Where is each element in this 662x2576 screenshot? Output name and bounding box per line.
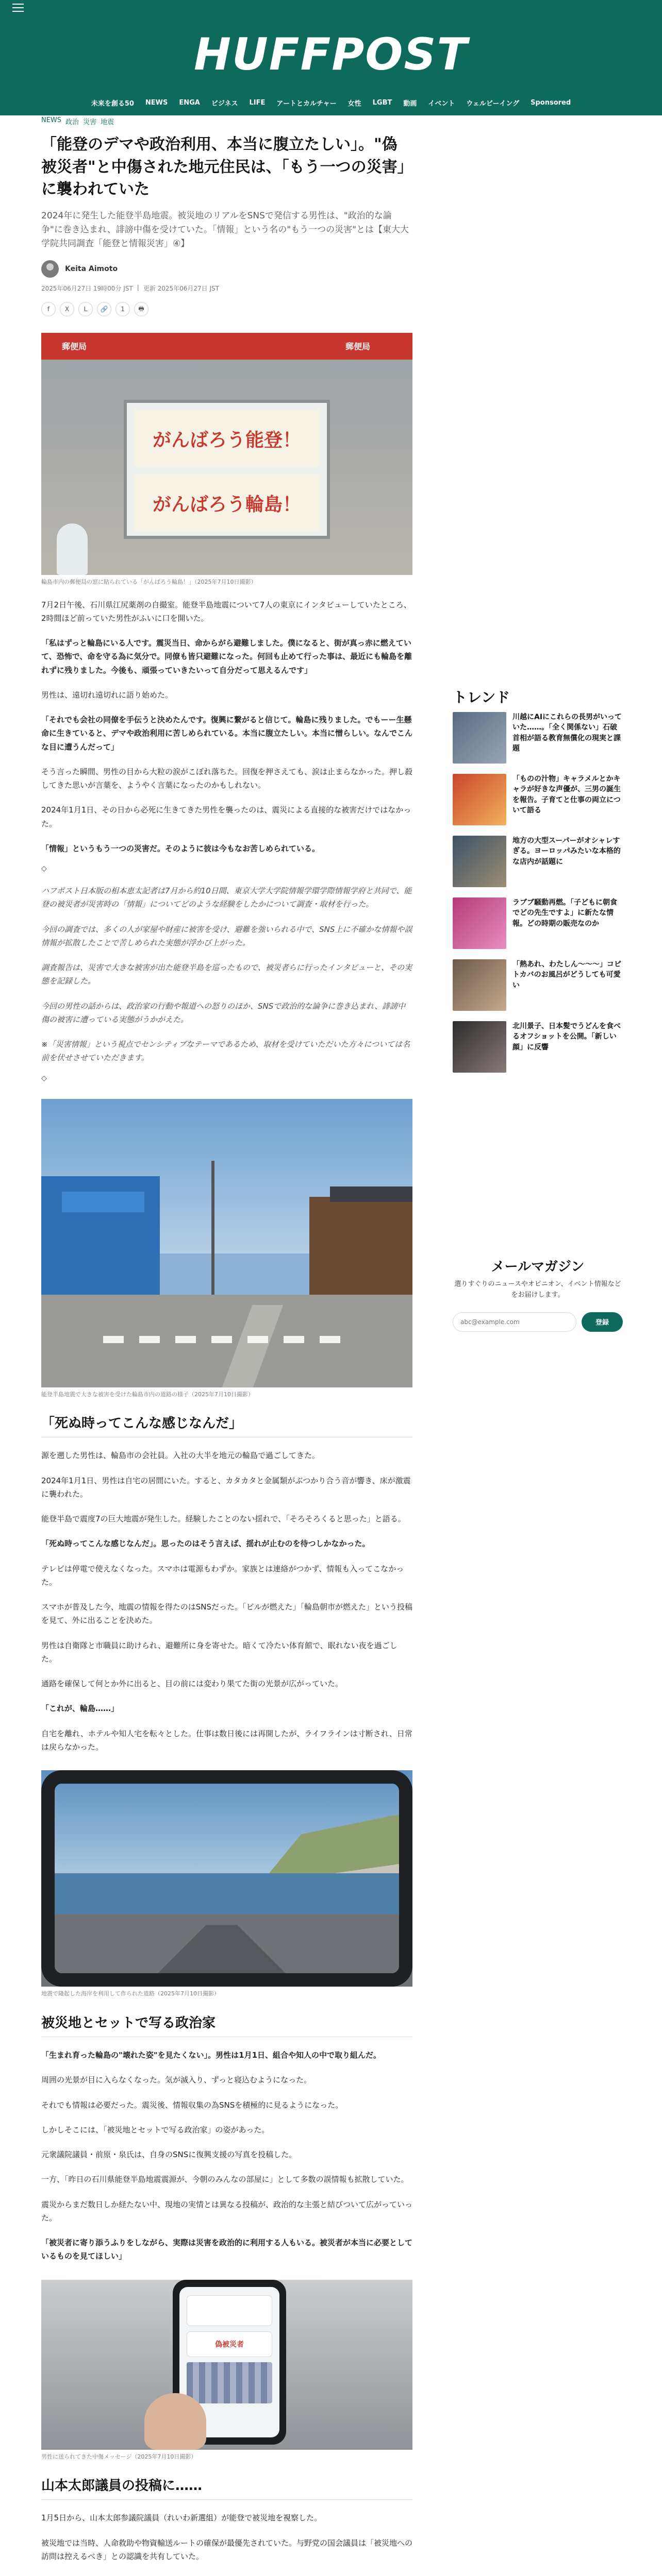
figure-post-office bbox=[41, 333, 412, 587]
article bbox=[41, 116, 412, 2576]
section-heading: 「死ぬ時ってこんな感じなんだ」 bbox=[41, 1414, 412, 1437]
trend-headline[interactable]: 川越にAIにこれらの長男がいっていた……。「全く関係ない」石破首相が語る教育無償化の現実と課題 bbox=[512, 713, 622, 753]
paragraph: 元衆議院議員・前原・泉氏は、自身のSNSに復興支援の写真を投稿した。 bbox=[41, 2150, 297, 2160]
line-icon[interactable]: L bbox=[78, 302, 93, 316]
trend-headline[interactable]: 地方の大型スーパーがオシャレすぎる。ヨーロッパみたいな本格的な店内が話題に bbox=[512, 837, 621, 866]
section-divider: ◇ bbox=[41, 865, 47, 873]
paragraph: 2024年1月1日、その日から必死に生きてきた男性を襲ったのは、震災による直接的な被害だけではなかった。 bbox=[41, 805, 411, 828]
nav-item[interactable]: アートとカルチャー bbox=[276, 99, 337, 108]
x-icon[interactable]: X bbox=[60, 302, 74, 316]
section-heading: 山本太郎議員の投稿に…… bbox=[41, 2477, 412, 2500]
link-icon[interactable]: 🔗 bbox=[97, 302, 111, 316]
sign-ganbaro-wajima: がんばろう輪島！ bbox=[134, 474, 320, 531]
coast-photo bbox=[41, 1770, 412, 1987]
paragraph: 「情報」というもう一つの災害だ。そのように彼は今もなお苦しめられている。 bbox=[41, 843, 320, 853]
trend-list bbox=[453, 712, 623, 1083]
figure-coast bbox=[41, 1770, 412, 1998]
paragraph: 今回の男性の話からは、政治家の行動や報道への怒りのほか、SNSで政治的な論争に巻き込まれ、誹謗中傷の被害に遭っている実態がうかがえた。 bbox=[41, 1001, 406, 1024]
main-nav bbox=[0, 95, 662, 110]
byline bbox=[41, 260, 412, 278]
trend-thumbnail[interactable] bbox=[453, 774, 506, 825]
post-office-sign: 郵便局 bbox=[62, 342, 87, 352]
figure-caption: 地震で隆起した海岸を利用して作られた道路（2025年7月10日撮影） bbox=[41, 1990, 220, 1997]
paragraph: 調査報告は、災害で大きな被害が出た能登半島を巡ったもので、被災者らに行ったインタビューと、その実態を記録した。 bbox=[41, 963, 412, 986]
paragraph: スマホが普及した今、地震の情報を得たのはSNSだった。「ビルが燃えた」「輪島朝市が燃えた」という投稿を見て、外に出ることを決めた。 bbox=[41, 1602, 412, 1625]
road-photo bbox=[41, 1099, 412, 1387]
paragraph: 源を遡した男性は、輪島市の会社員。入社の大半を地元の輪島で過ごしてきた。 bbox=[41, 1451, 320, 1461]
trend-thumbnail[interactable] bbox=[453, 897, 506, 949]
nav-item[interactable]: ENGA bbox=[179, 98, 200, 107]
paragraph: 7月2日午後、石川県江尻薬剤の自撮室。能登半島地震について7人の東京にインタビューしていたところ、2時間ほど前っていた男性がふいに口を開いた。 bbox=[41, 600, 411, 623]
paragraph: 男性は、遠切れ遠切れに語り始めた。 bbox=[41, 690, 173, 700]
trend-thumbnail[interactable] bbox=[453, 836, 506, 887]
comment-count: 1 bbox=[121, 306, 125, 313]
article-headline: 「能登のデマや政治利用、本当に腹立たしい」。"偽被災者"と中傷された地元住民は、「もう一つの災害」に襲われていた bbox=[41, 135, 405, 198]
site-logo[interactable]: HUFFPOST bbox=[193, 29, 469, 80]
comment-icon[interactable] bbox=[115, 302, 130, 316]
trend-headline[interactable]: 「ものの汁物」キャラメルとかキャラが好きな声優が、三男の誕生を報告。子育てと仕事の両立について語る bbox=[512, 775, 621, 815]
paragraph: 一方、「昨日の石川県能登半島地震震源が、今朝のみんなの部屋に」として多数の誤情報も拡散していた。 bbox=[41, 2175, 409, 2184]
print-icon[interactable]: 🖶 bbox=[134, 302, 148, 316]
category-tag[interactable]: 政治 bbox=[65, 118, 79, 126]
category-tag[interactable]: NEWS bbox=[41, 116, 62, 124]
figure-caption: 男性に送られてきた中傷メッセージ（2025年7月10日撮影） bbox=[41, 2453, 197, 2460]
quote-paragraph: 「これが、輪島……」 bbox=[41, 1704, 119, 1714]
trend-item[interactable] bbox=[453, 897, 623, 949]
site-header bbox=[0, 0, 662, 115]
nav-item[interactable]: LGBT bbox=[372, 98, 392, 107]
phone-photo bbox=[41, 2280, 412, 2450]
nav-item[interactable]: LIFE bbox=[249, 98, 266, 107]
section-heading: 被災地とセットで写る政治家 bbox=[41, 2014, 412, 2037]
category-tag[interactable]: 地震 bbox=[101, 118, 114, 126]
paragraph: そう言った瞬間、男性の目から大粒の涙がこぼれ落ちた。回復を押さえても、涙は止まらなかった。押し殺してきた思いが言葉を、ようやく言葉になったのかもしれない。 bbox=[41, 767, 413, 790]
facebook-icon[interactable]: f bbox=[41, 302, 56, 316]
quote-paragraph: 「死ぬ時ってこんな感じなんだ」。思ったのはそう言えば、揺れが止むのを待つしかなかった。 bbox=[41, 1539, 370, 1549]
nav-item[interactable]: 動画 bbox=[403, 99, 417, 108]
phone-screen-text: 偽被災者 bbox=[187, 2331, 272, 2357]
newsletter-email-input[interactable] bbox=[453, 1312, 576, 1332]
author-avatar[interactable] bbox=[41, 260, 59, 278]
paragraph: それでも情報は必要だった。震災後、情報収集の為SNSを積極的に見るようになった。 bbox=[41, 2100, 343, 2110]
paragraph: 通路を確保して何とか外に出ると、目の前には変わり果てた街の光景が広がっていた。 bbox=[41, 1679, 343, 1689]
updated-time: 更新 2025年06月27日 JST bbox=[143, 285, 219, 293]
quote-paragraph: 「それでも会社の同僚を手伝うと決めたんです。復興に繋がると信じて。輪島に残りました。でもーー生懸命に生きていると、デマや政治利用に苦しめられている。本当に腹立たしい。本当に憎らしい。なんでこんな目に遭うんだって」 bbox=[41, 715, 413, 752]
category-tag[interactable]: 災害 bbox=[83, 118, 97, 126]
paragraph: 周囲の光景が目に入らなくなった。気が滅入り、ずっと寝込むようになった。 bbox=[41, 2075, 312, 2085]
trend-item[interactable] bbox=[453, 1021, 623, 1073]
figure-phone bbox=[41, 2280, 412, 2462]
newsletter-signup bbox=[453, 1256, 623, 1332]
nav-item[interactable]: ウェルビーイング bbox=[466, 99, 520, 108]
figure-road bbox=[41, 1099, 412, 1399]
published-time: 2025年06月27日 19時00分 JST bbox=[41, 285, 133, 293]
category-tags bbox=[41, 116, 412, 126]
author-name[interactable]: Keita Aimoto bbox=[65, 265, 118, 274]
trend-item[interactable] bbox=[453, 959, 623, 1011]
article-timestamp: 2025年06月27日 19時00分 JST | 更新 2025年06月27日 JST bbox=[41, 284, 219, 293]
paragraph: 2024年1月1日、男性は自宅の居間にいた。すると、カタカタと金属類がぶつかり合う音が響き、床が激震に襲われた。 bbox=[41, 1476, 411, 1499]
paragraph: ハフポスト日本版の相本恵太記者は7月から約10日間、東京大学大学院情報学環学際情報学府と共同で、能登の被災者が災害時の「情報」についてどのような経験をしたかについて調査・取材を行った。 bbox=[41, 886, 412, 909]
sign-ganbaro-noto: がんばろう能登！ bbox=[134, 410, 320, 467]
nav-item[interactable]: Sponsored bbox=[531, 98, 571, 107]
figure-caption: 輪島市内の郵便局の窓に貼られている「がんばろう輪島！」（2025年7月10日撮影） bbox=[41, 579, 257, 586]
nav-item[interactable]: 女性 bbox=[347, 99, 361, 108]
trend-item[interactable] bbox=[453, 774, 623, 825]
paragraph: 自宅を離れ、ホテルや知人宅を転々とした。仕事は数日後には再開したが、ライフラインは寸断され、日常は戻らなかった。 bbox=[41, 1728, 412, 1752]
article-dek: 2024年に発生した能登半島地震。被災地のリアルをSNSで発信する男性は、"政治的な論争"に巻き込まれ、誹謗中傷を受けていた。「情報」という名の"もう一つの災害"とは【東大大学院共同調査「能登と情報災害」④】 bbox=[41, 210, 409, 249]
menu-icon[interactable] bbox=[12, 4, 24, 12]
trend-headline[interactable]: 「熱あれ、わたしん〜〜〜」コピトカバのお風呂がどうしても可愛い bbox=[512, 960, 621, 990]
quote-paragraph: 「被災者に寄り添うふりをしながら、実際は災害を政治的に利用する人もいる。被災者が本当に必要としているものを見てほしい」 bbox=[41, 2238, 413, 2261]
paragraph: ※「災害情報」という視点でセンシティブなテーマであるため、取材を受けていただいた方々については名前を伏せさせていただきます。 bbox=[41, 1040, 410, 1063]
trend-headline[interactable]: 北川景子、日本髪でうどんを食べるオフショットを公開。「新しい顔」に反響 bbox=[512, 1022, 621, 1052]
paragraph: しかしそこには、「被災地とセットで写る政治家」の姿があった。 bbox=[41, 2125, 270, 2134]
paragraph: 震災からまだ数日しか経たない中、現地の実情とは異なる投稿が、政治的な主張と結びついて広がっていった。 bbox=[41, 2199, 413, 2223]
quote-paragraph: 「生まれ育った輪島の"壊れた姿"を見たくない」。男性は1月1日、組合や知人の中で取り組んだ。 bbox=[41, 2050, 382, 2060]
nav-item[interactable]: イベント bbox=[428, 99, 455, 108]
paragraph: テレビは停電で使えなくなった。スマホは電源もわずか。家族とは連絡がつかず、情報も入ってこなかった。 bbox=[41, 1564, 404, 1587]
section-divider: ◇ bbox=[41, 1074, 47, 1082]
trend-thumbnail[interactable] bbox=[453, 1021, 506, 1073]
trend-item[interactable] bbox=[453, 836, 623, 887]
paragraph: 今回の調査では、多くの人が家屋や財産に被害を受け、避難を強いられる中で、SNS上に不確かな情報や誤情報が拡散したことで苦しめられた実態が浮かび上がった。 bbox=[41, 924, 412, 947]
trend-item[interactable] bbox=[453, 712, 623, 764]
paragraph: 能登半島で震度7の巨大地震が発生した。経験したことのない揺れで、「そろそろくると思った」と語る。 bbox=[41, 1514, 406, 1524]
share-bar bbox=[41, 302, 412, 316]
newsletter-form bbox=[453, 1312, 623, 1332]
post-office-photo: 郵便局 郵便局 がんばろう能登！ がんばろう輪島！ bbox=[41, 333, 412, 575]
paragraph: 1月5日から、山本太郎参議院議員（れいわ新選組）が能登で被災地を視察した。 bbox=[41, 2513, 322, 2523]
trend-thumbnail[interactable] bbox=[453, 712, 506, 764]
newsletter-submit-button[interactable]: 登録 bbox=[582, 1312, 623, 1332]
paragraph: 被災地では当時、人命救助や物資輸送ルートの確保が最優先されていた。与野党の国会議員は「被災地への訪問は控えるべき」との認識を共有していた。 bbox=[41, 2538, 413, 2561]
quote-paragraph: 「私はずっと輪島にいる人です。震災当日、命からがら避難しました。僕になると、街が真っ赤に燃えていて、恐怖で、命を守る為に気分で。同僚も皆只避難になった。何回も止めて行った事は、最近にも輪島を離れずに残りました。今後も、頑張っていきたいって自分だって思えるんです」 bbox=[41, 638, 412, 675]
newsletter-subtitle: 選りすぐりのニュースやオピニオン、イベント情報などをお届けします。 bbox=[454, 1280, 621, 1299]
newsletter-title: メールマガジン bbox=[491, 1259, 585, 1275]
trend-headline[interactable]: ラブブ騒動再燃。「子どもに朝食でどの先生ですよ」に新たな情報。どの時期の販売なのか bbox=[512, 899, 617, 928]
trend-title: トレンド bbox=[453, 689, 510, 706]
nav-item[interactable]: ビジネス bbox=[211, 99, 238, 108]
nav-item[interactable]: 未来を創る50 bbox=[91, 99, 134, 108]
top-strip bbox=[0, 0, 662, 15]
nav-item[interactable]: NEWS bbox=[145, 98, 168, 107]
paragraph: 男性は自衛隊と市職員に助けられ、避難所に身を寄せた。暗くて冷たい体育館で、眠れない夜を過ごした。 bbox=[41, 1640, 398, 1664]
trend-thumbnail[interactable] bbox=[453, 959, 506, 1011]
figure-caption: 能登半島地震で大きな被害を受けた輪島市内の道路の様子（2025年7月10日撮影） bbox=[41, 1391, 254, 1398]
